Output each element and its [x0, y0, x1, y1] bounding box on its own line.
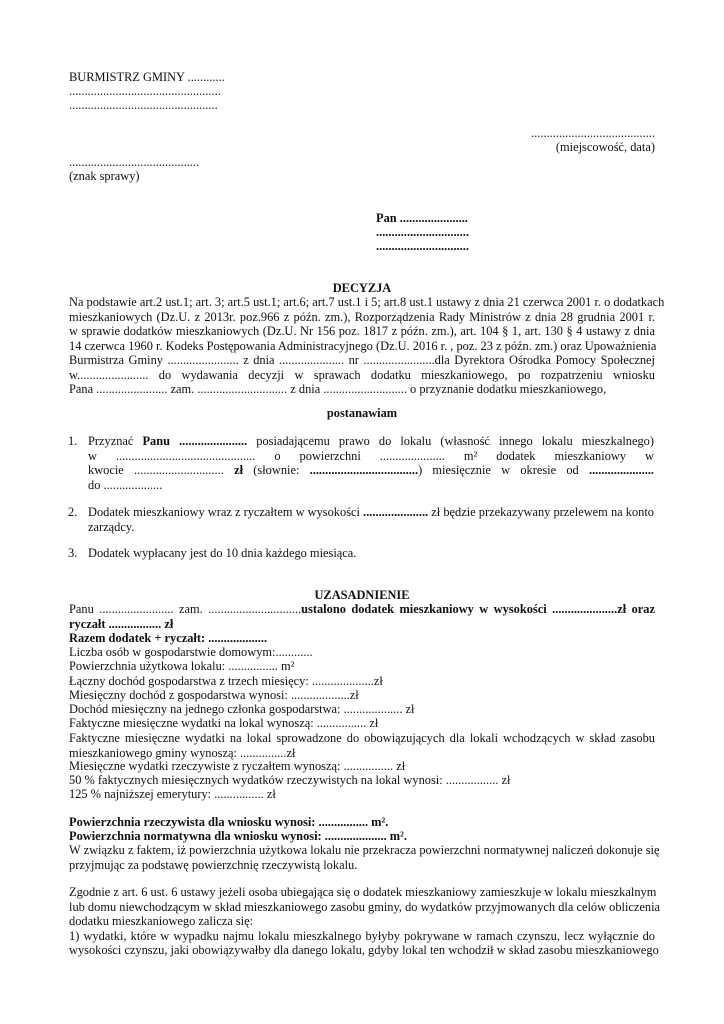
article-line: dodatku mieszkaniowego zalicza się: — [69, 914, 254, 928]
item-line: Przyznać Panu ...................... posiadającemu prawo do lokalu (własność innego lokalu mieszkalnego) — [88, 434, 654, 448]
legal-basis-line: Burmistrza Gminy ....................... z dnia ..................... nr .......................dla Dyrektora Ośrodka Pomocy Społecznej — [69, 353, 655, 367]
actual-expense-line-1: Faktyczne miesięczne wydatki na lokal sprowadzone do obowiązujących dla lokali wchodzących w skład zasobu — [69, 731, 655, 745]
data-row: Miesięczny dochód z gospodarstwa wynosi: ...................zł — [69, 688, 359, 702]
item-line: do ................... — [88, 477, 163, 492]
area-normative-line: Powierzchnia normatywna dla wniosku wynosi: .................... m². — [69, 829, 407, 843]
legal-basis-line: mieszkaniowych (Dz.U. z 2013r. poz.966 z późn. zm.), Rozporządzenia Rady Ministrów z dnia 28 grudnia 2001 r. — [69, 309, 655, 324]
justification-intro — [69, 602, 655, 631]
data-row: Powierzchnia użytkowa lokalu: ................ m² — [69, 659, 295, 673]
data-row: Faktyczne miesięczne wydatki na lokal wynoszą: ................ zł — [69, 716, 379, 730]
data-row: Dochód miesięczny na jednego członka gospodarstwa: ................... zł — [69, 702, 415, 716]
intro-part-bold: ustalono dodatek mieszkaniowy w wysokości .....................zł oraz — [301, 602, 655, 616]
justification-intro-line — [69, 602, 655, 617]
place-date-dots: ........................................ — [531, 126, 655, 140]
data-row: 125 % najniższej emerytury: ................ zł — [69, 787, 276, 801]
legal-basis-line: Pana ....................... zam. ............................. z dnia ........................... o przyznanie dodatku mieszkaniowego, — [69, 382, 607, 396]
decision-item-3 — [88, 546, 654, 561]
decision-title: DECYZJA — [332, 281, 392, 295]
total-line: Razem dodatek + ryczałt: ................... — [69, 631, 268, 645]
data-row: 50 % faktycznych miesięcznych wydatków rzeczywistych na lokal wynosi: ................. zł — [69, 773, 511, 787]
article-line: Zgodnie z art. 6 ust. 6 ustawy jeżeli osoba ubiegająca się o dodatek mieszkaniowy zamieszkuje w lokalu mieszkalnym — [69, 885, 657, 899]
justification-title: UZASADNIENIE — [314, 588, 410, 602]
legal-basis-line: 14 czerwca 1960 r. Kodeks Postępowania Administracyjnego (Dz.U. 2016 r. , poz. 23 z późn. zm.) oraz Upoważnienia — [69, 338, 657, 353]
item-number: 2. — [68, 505, 78, 519]
article-paragraph — [69, 885, 661, 958]
article-line: 1) wydatki, które w wypadku najmu lokalu mieszkalnego byłyby pokrywane w ramach czynszu, lecz wyłącznie do — [69, 928, 655, 943]
item-line: w ............................................. o powierzchni ..................... m² dodatek mieszkaniowy w — [88, 448, 654, 463]
decision-item-2 — [88, 505, 654, 534]
legal-basis-line: w....................... do wydawania decyzji w sprawach dodatku mieszkaniowego, po rozpatrzeniu wniosku — [69, 367, 655, 382]
justification-intro-line-2: ryczałt ................. zł — [69, 616, 174, 631]
addressee-line-2: .............................. — [376, 225, 469, 239]
area-note-paragraph — [69, 843, 660, 872]
data-row: Łączny dochód gospodarstwa z trzech miesięcy: ....................zł — [69, 674, 383, 688]
item-number: 1. — [68, 434, 78, 448]
item-number: 3. — [68, 546, 78, 560]
item-line: Dodatek mieszkaniowy wraz z ryczałtem w wysokości ..................... zł będzie przekazywany przelewem na konto — [88, 505, 654, 519]
intro-part-plain: Panu ........................ zam. .............................. — [69, 602, 302, 616]
decision-item-1 — [88, 434, 654, 492]
resolve-heading: postanawiam — [326, 406, 398, 420]
area-note-line: przyjmując za podstawę powierzchnię rzeczywistą lokalu. — [69, 857, 358, 872]
item-line: zarządcy. — [88, 519, 135, 534]
addressee-line-1: Pan ...................... — [376, 211, 468, 225]
authority-line-1: BURMISTRZ GMINY ............ — [69, 70, 225, 84]
data-row: Miesięczne wydatki rzeczywiste z ryczałtem wynoszą: ................ zł — [69, 759, 406, 773]
place-date-label: (miejscowość, data) — [555, 140, 655, 154]
article-line: lub domu niewchodzącym w skład mieszkaniowego zasobu gminy, do wydatków przyjmowanych dla celów obliczenia — [69, 899, 661, 914]
data-row: Liczba osób w gospodarstwie domowym:............ — [69, 645, 313, 659]
legal-basis-paragraph — [69, 295, 665, 397]
item-line: kwocie ............................. zł (słownie: ...................................) miesięcznie w okresie od ..................... — [88, 463, 655, 477]
actual-expense-paragraph — [69, 731, 655, 760]
authority-line-2: ................................................. — [69, 84, 221, 98]
authority-line-3: ................................................ — [69, 98, 218, 112]
case-number-dots: .......................................... — [69, 155, 200, 169]
actual-expense-line-2: mieszkaniowego gminy wynoszą: ...............zł — [69, 745, 296, 760]
area-actual-line: Powierzchnia rzeczywista dla wniosku wynosi: ................ m². — [69, 815, 389, 829]
article-line: wysokości czynszu, jaki obowiązywałby dla danego lokalu, gdyby lokal ten wchodził w skład zasobu mieszkaniowego — [69, 943, 659, 957]
case-number-label: (znak sprawy) — [69, 169, 140, 183]
legal-basis-line: w sprawie dodatków mieszkaniowych (Dz.U. Nr 156 poz. 1817 z późn. zm.), art. 104 § 1, art. 130 § 4 ustawy z dnia — [69, 324, 655, 338]
legal-basis-line: Na podstawie art.2 ust.1; art. 3; art.5 ust.1; art.6; art.7 ust.1 i 5; art.8 ust.1 ustawy z dnia 21 czerwca 2001 r. o dodatkach — [69, 295, 665, 309]
item-line: Dodatek wypłacany jest do 10 dnia każdego miesiąca. — [88, 546, 357, 560]
addressee-line-3: .............................. — [376, 239, 469, 253]
area-note-line: W związku z faktem, iż powierzchnia użytkowa lokalu nie przekracza powierzchni normatywnej naliczeń dokonuje się — [69, 843, 660, 857]
